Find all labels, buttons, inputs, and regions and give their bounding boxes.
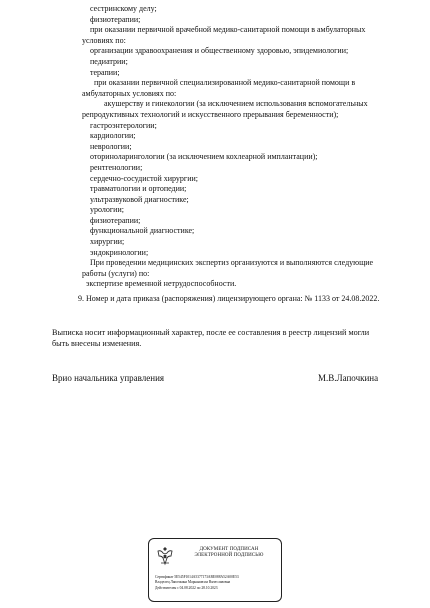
service-line: при оказании первичной специализированной медико-санитарной помощи в	[94, 78, 356, 88]
service-line: экспертизе временной нетрудоспособности.	[86, 279, 237, 289]
service-line: оториноларингологии (за исключением кохлеарной имплантации);	[90, 152, 318, 162]
stamp-certificate: Сертификат 5E545F1014A5377173ABE088A52A00E53	[155, 575, 239, 579]
service-line: физиотерапии;	[90, 215, 141, 225]
information-notice: Выписка носит информационный характер, после ее составления в реестр лицензий могли быть внесены изменения.	[52, 328, 370, 348]
service-line: амбулаторных условиях по:	[82, 88, 177, 98]
signatory-name: М.В.Лапочкина	[318, 373, 379, 383]
service-line: сердечно-сосудистой хирургии;	[90, 173, 198, 183]
stamp-title	[179, 547, 279, 559]
service-line: неврологии;	[90, 141, 132, 151]
services-list	[82, 4, 382, 290]
service-line: физиотерапии;	[90, 14, 141, 24]
service-line: акушерству и гинекологии (за исключением использования вспомогательных	[104, 99, 368, 109]
service-line: педиатрии;	[90, 56, 128, 66]
electronic-signature-stamp	[148, 538, 282, 602]
service-line: хирургии;	[90, 237, 125, 247]
stamp-owner: Владелец Лапочкина Марьяновзла Вячеславовна	[155, 580, 231, 585]
service-line: кардиологии;	[90, 131, 136, 141]
service-line: терапии;	[90, 67, 120, 77]
service-line: работы (услуги) по:	[82, 268, 150, 278]
service-line: ультразвуковой диагностике;	[90, 194, 189, 204]
service-line: рентгенологии;	[90, 162, 143, 172]
license-order-item: 9. Номер и дата приказа (распоряжения) лицензирующего органа: № 1133 от 24.08.2022.	[78, 294, 380, 303]
service-line: эндокринологии;	[90, 247, 149, 257]
service-line: гастроэнтерологии;	[90, 120, 157, 130]
service-line: функциональной диагностике;	[90, 226, 195, 236]
stamp-details	[155, 575, 279, 591]
service-line: организации здравоохранения и общественному здоровью, эпидемиологии;	[90, 46, 349, 56]
stamp-title-line2: ЭЛЕКТРОННОЙ ПОДПИСЬЮ	[194, 553, 264, 558]
stamp-validity: Действителен с 04.08.2022 по 28.10.2023	[155, 585, 218, 590]
service-line: При проведении медицинских экспертиз организуются и выполняются следующие	[90, 258, 374, 268]
coat-of-arms-icon	[155, 545, 175, 567]
signatory-position: Врио начальника управления	[52, 373, 165, 383]
service-line: репродуктивных технологий и искусственного прерывания беременности);	[82, 109, 339, 119]
service-line: условиях по:	[82, 35, 126, 45]
service-line: сестринскому делу;	[90, 4, 157, 13]
stamp-title-line1: ДОКУМЕНТ ПОДПИСАН	[199, 547, 259, 552]
service-line: при оказании первичной врачебной медико-санитарной помощи в амбулаторных	[90, 25, 366, 35]
service-line: урологии;	[90, 205, 124, 215]
service-line: травматологии и ортопедии;	[90, 184, 187, 194]
